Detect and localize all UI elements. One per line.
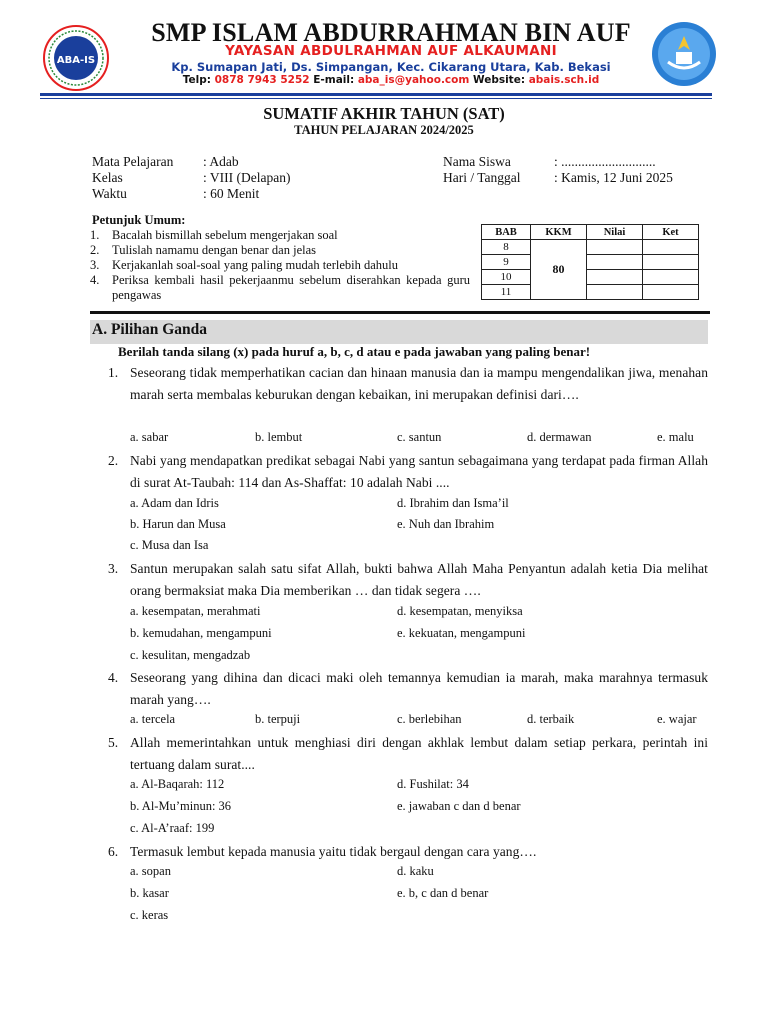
website-link[interactable]: abais.sch.id [528,74,600,86]
tut-wuri-handayani-logo-icon [650,20,718,88]
question-1 [108,362,708,405]
school-contact [126,74,656,86]
question-text: Santun merupakan salah satu sifat Allah, bukti bahwa Allah Maha Penyantun adalah ketia Dia melihat orang bermaksiat maka Dia memberikan … dan tidak segera …. [130,561,708,598]
subject-value: : Adab [203,154,239,169]
table-header-row [482,225,699,240]
option-a[interactable]: a. kesempatan, merahmati [130,604,261,618]
letterhead-rule-thin [40,98,712,99]
option-c[interactable]: c. kesulitan, mengadzab [130,648,251,662]
bab-cell: 8 [482,240,531,255]
list-item [90,273,470,303]
letterhead-rule-thick [40,93,712,96]
header-bab: BAB [482,225,531,240]
question-text: Seseorang yang dihina dan dicaci maki oleh temannya kemudian ia marah, maka marahnya termasuk marah yang…. [130,670,708,707]
option-b[interactable]: b. Harun dan Musa [130,517,226,531]
class-label: Kelas [92,170,123,185]
option-b[interactable]: b. Al-Mu’minun: 36 [130,799,232,813]
nilai-cell[interactable] [587,240,643,255]
option-d[interactable]: d. dermawan [527,430,592,444]
phone-number: 0878 7943 5252 [214,74,310,86]
item-number: 1. [90,228,100,242]
option-e[interactable]: e. Nuh dan Ibrahim [397,517,495,531]
option-d[interactable]: d. kaku [397,864,434,878]
question-4 [108,667,708,710]
question-text: Termasuk lembut kepada manusia yaitu tidak bergaul dengan cara yang…. [130,844,537,859]
question-number: 6. [108,844,119,859]
question-number: 5. [108,735,119,750]
question-2 [108,450,708,493]
ket-cell[interactable] [643,240,699,255]
instructions-heading: Petunjuk Umum: [92,213,186,227]
option-a[interactable]: a. sabar [130,430,169,444]
section-a-header [90,320,708,344]
item-number: 4. [90,273,100,287]
item-number: 3. [90,258,100,272]
email-link[interactable]: aba_is@yahoo.com [357,74,470,86]
table-row [482,270,699,285]
option-e[interactable]: e. kekuatan, mengampuni [397,626,526,640]
section-divider [90,311,710,314]
table-row [482,240,699,255]
option-c[interactable]: c. keras [130,908,169,922]
question-6 [108,841,708,863]
exam-year: TAHUN PELAJARAN 2024/2025 [294,123,474,137]
option-b[interactable]: b. kasar [130,886,169,900]
option-c[interactable]: c. Al-A’raaf: 199 [130,821,215,835]
email-label: E-mail: [309,74,358,86]
header-kkm: KKM [531,225,587,240]
score-table [481,224,699,300]
instructions-list [90,228,470,303]
bab-cell: 11 [482,285,531,300]
question-number: 1. [108,365,119,380]
option-a[interactable]: a. Adam dan Idris [130,496,219,510]
option-d[interactable]: d. kesempatan, menyiksa [397,604,523,618]
question-number: 4. [108,670,119,685]
time-label: Waktu [92,186,127,201]
option-d[interactable]: d. Fushilat: 34 [397,777,469,791]
section-a-title: A. Pilihan Ganda [92,321,207,338]
option-e[interactable]: e. malu [657,430,694,444]
class-value: : VIII (Delapan) [203,170,291,185]
school-name: SMP ISLAM ABDURRAHMAN BIN AUF [151,18,631,47]
list-item [90,243,470,258]
nilai-cell[interactable] [587,285,643,300]
item-text: Periksa kembali hasil pekerjaanmu sebelum diserahkan kepada guru pengawas [112,273,470,302]
school-address: Kp. Sumapan Jati, Ds. Simpangan, Kec. Cikarang Utara, Kab. Bekasi [171,60,611,74]
item-text: Kerjakanlah soal-soal yang paling mudah terlebih dahulu [112,258,399,272]
letterhead [0,0,768,96]
kkm-cell: 80 [531,240,587,300]
name-label: Nama Siswa [443,154,511,169]
option-d[interactable]: d. Ibrahim dan Isma’il [397,496,509,510]
date-value: : Kamis, 12 Juni 2025 [554,170,673,185]
list-item [90,228,470,243]
question-5 [108,732,708,775]
phone-label: Telp: [182,74,215,86]
option-e[interactable]: e. jawaban c dan d benar [397,799,521,813]
date-label: Hari / Tanggal [443,170,521,185]
item-text: Bacalah bismillah sebelum mengerjakan soal [112,228,338,242]
name-value[interactable]: : ............................ [554,154,656,169]
option-b[interactable]: b. kemudahan, mengampuni [130,626,272,640]
table-row [482,285,699,300]
nilai-cell[interactable] [587,255,643,270]
bab-cell: 9 [482,255,531,270]
website-label: Website: [469,74,529,86]
option-d[interactable]: d. terbaik [527,712,575,726]
foundation-name: YAYASAN ABDULRAHMAN AUF ALKAUMANI [225,43,557,59]
question-number: 3. [108,561,119,576]
question-text: Allah memerintahkan untuk menghiasi diri dengan akhlak lembut dalam setiap perkara, perintah ini tertuang dalam surat.... [130,735,708,772]
option-c[interactable]: c. santun [397,430,442,444]
question-3 [108,558,708,601]
option-b[interactable]: b. terpuji [255,712,301,726]
option-a[interactable]: a. tercela [130,712,176,726]
subject-label: Mata Pelajaran [92,154,174,169]
section-a-instruction: Berilah tanda silang (x) pada huruf a, b, c, d atau e pada jawaban yang paling benar! [118,344,591,359]
question-number: 2. [108,453,119,468]
option-e[interactable]: e. wajar [657,712,697,726]
ket-cell[interactable] [643,285,699,300]
question-text: Nabi yang mendapatkan predikat sebagai Nabi yang santun sebagaimana yang terdapat pada firman Allah di surat At-Taubah: 114 dan As-Shaffat: 10 adalah Nabi .... [130,453,708,490]
bab-cell: 10 [482,270,531,285]
logo-text: ABA-IS [56,55,96,66]
option-a[interactable]: a. Al-Baqarah: 112 [130,777,225,791]
ket-cell[interactable] [643,255,699,270]
option-c[interactable]: c. Musa dan Isa [130,538,209,552]
question-text: Seseorang tidak memperhatikan cacian dan hinaan manusia dan ia mampu mengendalikan jiwa, menahan marah serta membalas keburukan dengan kebaikan, ini merupakan definisi dari…. [130,365,708,402]
header-nilai: Nilai [587,225,643,240]
ket-cell[interactable] [643,270,699,285]
option-c[interactable]: c. berlebihan [397,712,462,726]
exam-title: SUMATIF AKHIR TAHUN (SAT) [263,104,505,123]
item-number: 2. [90,243,100,257]
option-a[interactable]: a. sopan [130,864,171,878]
nilai-cell[interactable] [587,270,643,285]
table-row [482,255,699,270]
header-ket: Ket [643,225,699,240]
option-e[interactable]: e. b, c dan d benar [397,886,489,900]
list-item [90,258,470,273]
item-text: Tulislah namamu dengan benar dan jelas [112,243,317,257]
school-logo-icon [40,24,112,92]
option-b[interactable]: b. lembut [255,430,303,444]
time-value: : 60 Menit [203,186,260,201]
